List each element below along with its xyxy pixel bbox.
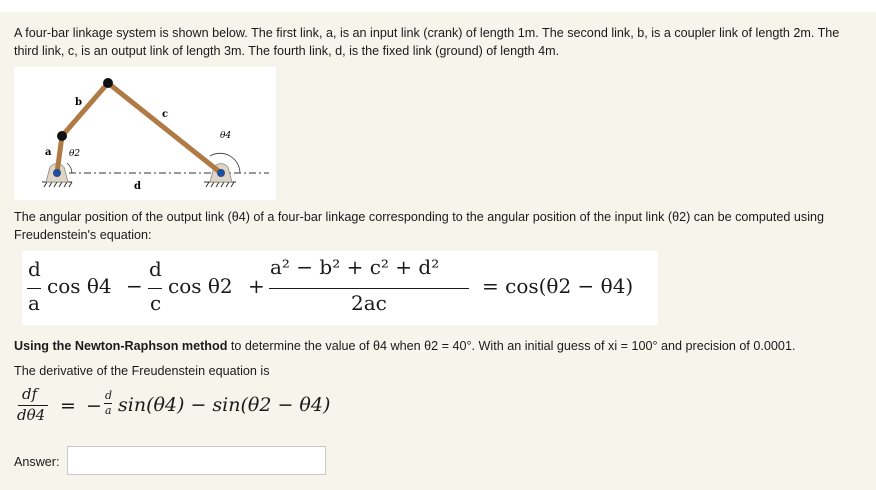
label-theta4: θ4 [220, 131, 232, 141]
linkage-figure [14, 67, 276, 200]
left-ground-support [42, 182, 72, 187]
freudenstein-equation [22, 251, 658, 325]
four-bar-linkage-diagram [14, 67, 276, 200]
method-rest: to determine the value of θ4 when θ2 = 40°. With an initial guess of xi = 100° and precision of 0.0001. [227, 339, 796, 353]
answer-label: Answer: [14, 455, 60, 469]
deriv-equals: = [60, 395, 76, 417]
frac1-den: a [28, 291, 40, 315]
pivot-right [217, 169, 225, 177]
equation-rhs: = cos(θ2 − θ4) [482, 274, 634, 298]
answer-input[interactable] [67, 446, 326, 475]
deriv-small-den: a [105, 404, 112, 417]
right-ground-support [204, 182, 236, 187]
theta2-arc [67, 163, 72, 173]
label-b: b [75, 97, 82, 108]
frac2-den: c [150, 291, 162, 315]
term-cos-theta4: cos θ4 [47, 274, 112, 298]
label-theta2: θ2 [69, 149, 81, 159]
term-cos-theta2: cos θ2 [168, 274, 233, 298]
frac2-num: d [149, 257, 162, 281]
method-bold: Using the Newton-Raphson method [14, 339, 228, 353]
derivative-equation [14, 385, 414, 431]
derivative-text: The derivative of the Freudenstein equation is [14, 364, 270, 378]
link-c [108, 83, 221, 173]
label-a: a [45, 147, 52, 158]
pivot-left [53, 169, 61, 177]
link-b [62, 83, 108, 136]
intro-text: A four-bar linkage system is shown below. The first link, a, is an input link (crank) of length 1m. The second link, b, is a coupler link of length 2m. The third link, c, is an output link of length 3m. The fourth link, d, is the fixed link (ground) of length 4m. [14, 26, 840, 58]
deriv-rhs: sin(θ4) − sin(θ2 − θ4) [118, 394, 331, 416]
angular-position-text: The angular position of the output link (θ4) of a four-bar linkage corresponding to the angular position of the input link (θ2) can be computed using Freudenstein's equation: [14, 210, 825, 242]
minus-sign: − [126, 274, 143, 298]
deriv-lhs-num: df [22, 385, 38, 403]
deriv-lhs-den: dθ4 [17, 406, 46, 424]
frac1-num: d [28, 257, 41, 281]
label-d: d [134, 181, 141, 192]
joint-ab [57, 131, 67, 141]
label-c: c [162, 109, 169, 120]
frac3-bar [269, 288, 469, 289]
deriv-small-num: d [105, 389, 113, 402]
frac2-bar [148, 288, 162, 289]
method-text [14, 337, 864, 355]
deriv-neg: − [86, 395, 102, 417]
frac1-bar [27, 288, 41, 289]
frac3-num: a² − b² + c² + d² [270, 255, 440, 279]
joint-bc [103, 78, 113, 88]
plus-sign: + [248, 274, 265, 298]
frac3-den: 2ac [351, 291, 387, 315]
